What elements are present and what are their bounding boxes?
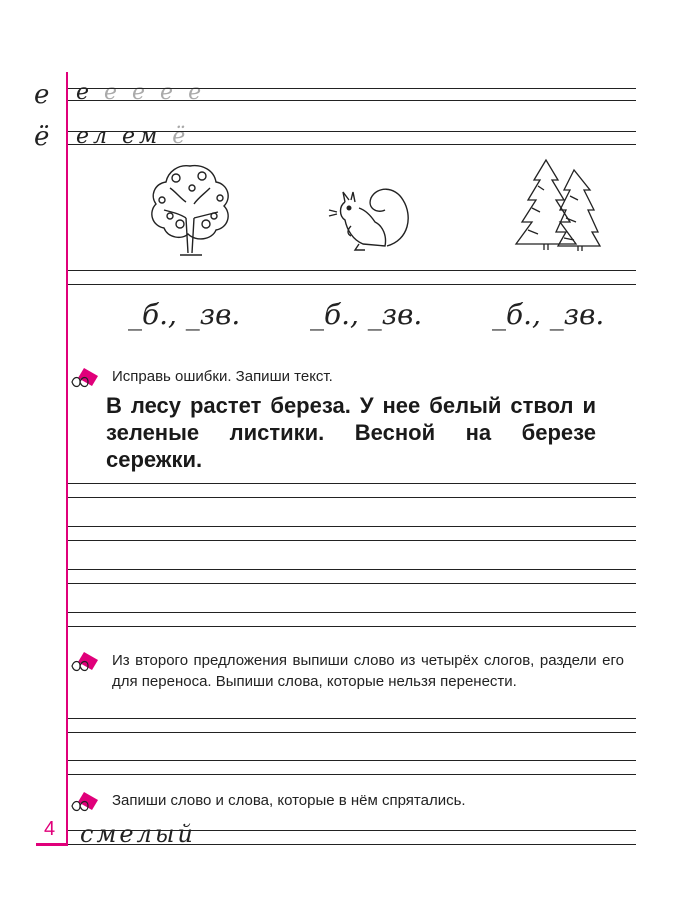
blank-squirrel: _б., _зв. bbox=[310, 298, 423, 331]
task1-instruction: Исправь ошибки. Запиши текст. bbox=[112, 368, 333, 385]
copy-row-e bbox=[76, 80, 205, 105]
copy-sample: ел ем bbox=[76, 124, 162, 149]
ruling-line bbox=[68, 144, 636, 145]
ruling-line bbox=[68, 732, 636, 733]
copy-row-yo bbox=[76, 124, 189, 149]
ruling-line bbox=[68, 844, 636, 845]
task3-word: смелый bbox=[80, 820, 196, 848]
blank-fir: _б., _зв. bbox=[492, 298, 605, 331]
page-number-underline bbox=[36, 843, 68, 846]
task-pencil-icon bbox=[70, 366, 104, 388]
squirrel-icon bbox=[325, 180, 415, 252]
task-pencil-icon bbox=[70, 790, 104, 812]
ruling-line bbox=[68, 760, 636, 761]
birch-tree-icon bbox=[140, 158, 240, 258]
ruling-line bbox=[68, 569, 636, 570]
ruling-line bbox=[68, 583, 636, 584]
ruling-line bbox=[68, 830, 636, 831]
margin-letter-yo: ё bbox=[34, 122, 50, 152]
margin-letter-e: е bbox=[34, 80, 50, 110]
task2-instruction: Из второго предложения выпиши слово из четырёх слогов, раздели его для переноса. Выпиши слова, которые нельзя перенести. bbox=[112, 652, 624, 690]
copy-sample: е bbox=[76, 80, 94, 105]
ruling-line bbox=[68, 526, 636, 527]
ruling-line bbox=[68, 131, 636, 132]
ruling-line bbox=[68, 270, 636, 271]
margin-line bbox=[66, 72, 68, 846]
ruling-line bbox=[68, 626, 636, 627]
ruling-line bbox=[68, 88, 636, 89]
task1-text: В лесу растет береза. У нее белый ствол и зеленые листики. Весной на березе сережки. bbox=[106, 393, 596, 472]
ruling-line bbox=[68, 284, 636, 285]
ruling-line bbox=[68, 774, 636, 775]
copy-faint: ё bbox=[172, 124, 190, 149]
ruling-line bbox=[68, 612, 636, 613]
copy-faint: е е е е bbox=[104, 80, 206, 105]
page-number: 4 bbox=[44, 818, 56, 840]
ruling-line bbox=[68, 540, 636, 541]
ruling-line bbox=[68, 100, 636, 101]
ruling-line bbox=[68, 483, 636, 484]
blank-tree: _б., _зв. bbox=[128, 298, 241, 331]
fir-tree-icon bbox=[508, 156, 604, 252]
task-pencil-icon bbox=[70, 650, 104, 672]
ruling-line bbox=[68, 497, 636, 498]
ruling-line bbox=[68, 718, 636, 719]
task3-instruction: Запиши слово и слова, которые в нём спрятались. bbox=[112, 792, 466, 809]
